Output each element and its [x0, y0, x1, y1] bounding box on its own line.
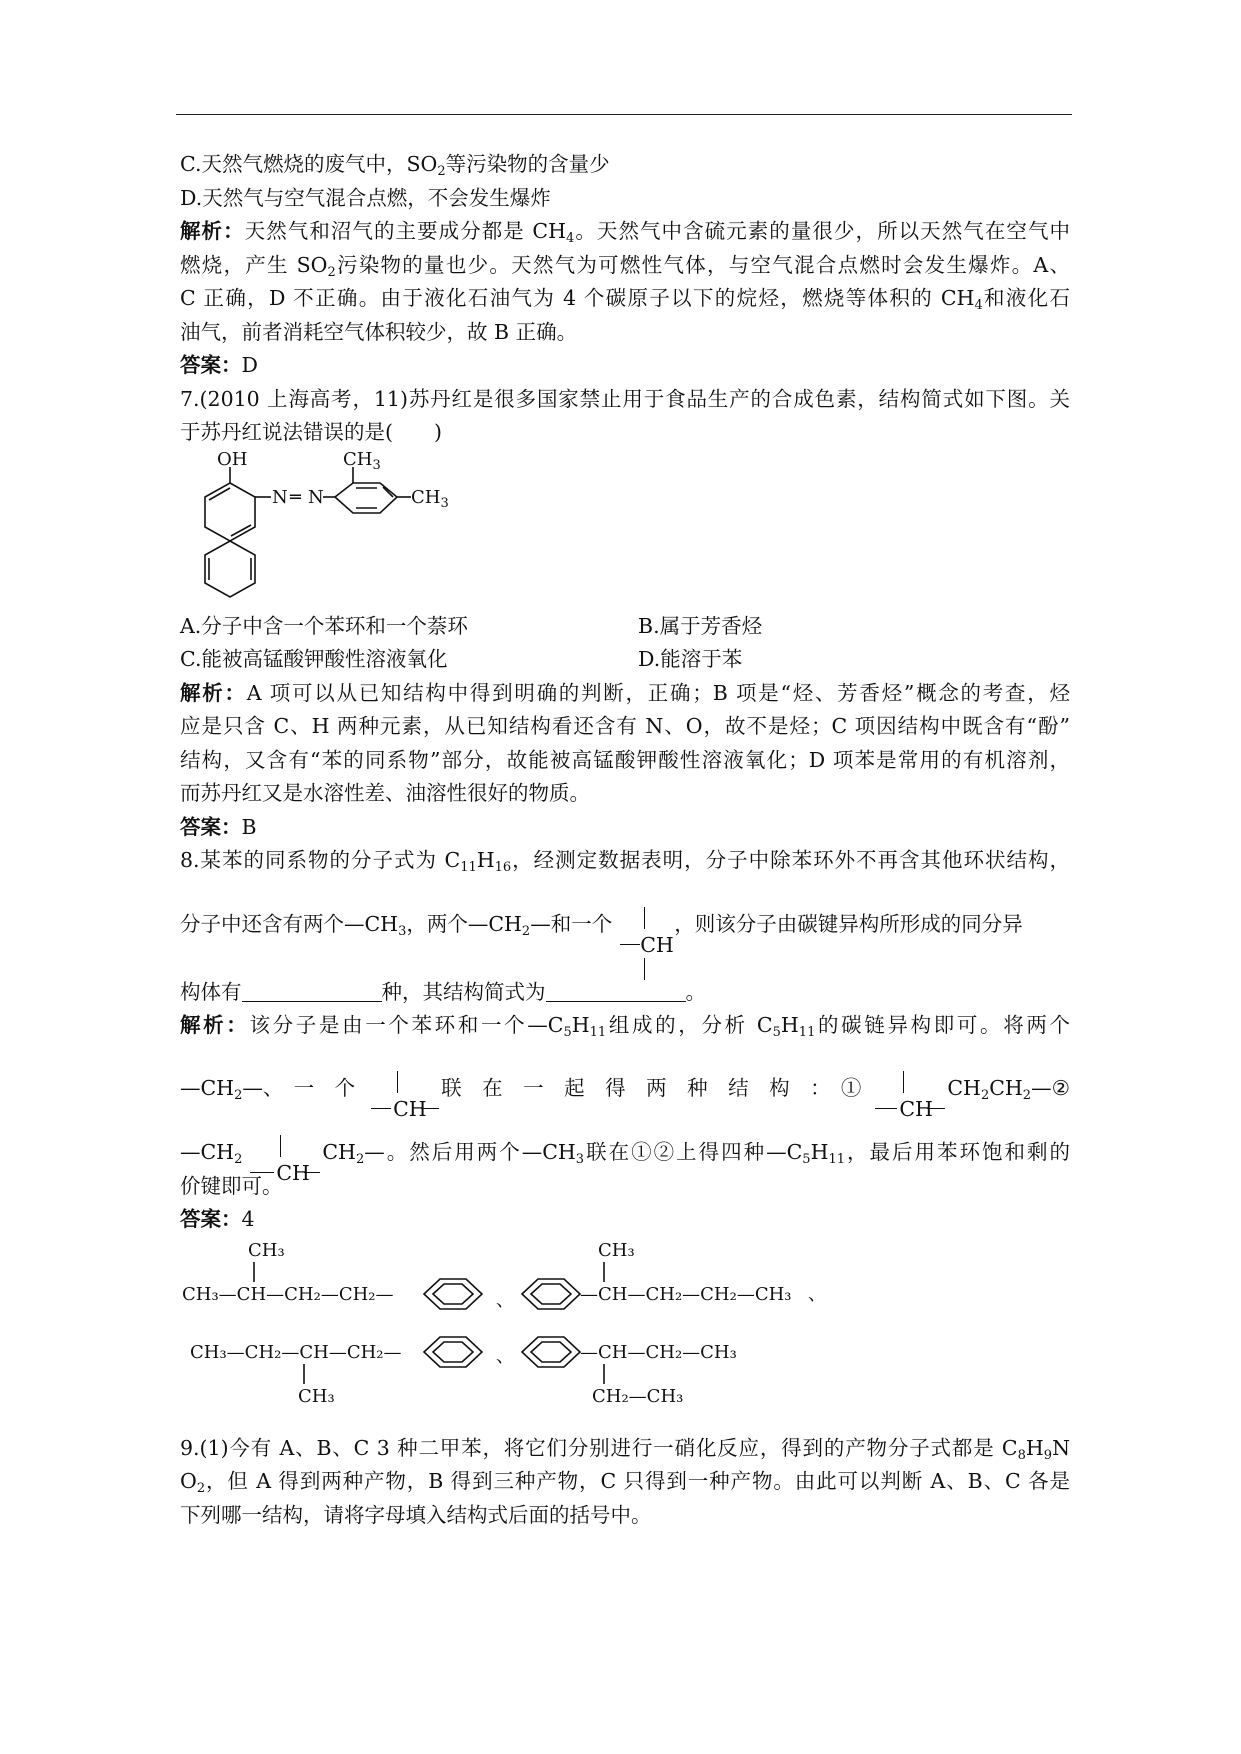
isomer2-chain: —CH—CH₂—CH₂—CH₃ — [580, 1284, 792, 1305]
oh-label: OH — [217, 449, 248, 470]
q6-option-d: D.天然气与空气混合点燃，不会发生爆炸 — [180, 186, 551, 210]
q8-stem-line3: 构体有 种，其结构简式为 。 — [180, 980, 706, 1004]
isomer3-methyl: CH₃ — [298, 1386, 335, 1407]
isomer4-chain: —CH—CH₂—CH₃ — [580, 1342, 737, 1363]
q7-option-a: A.分子中含一个苯环和一个萘环 — [180, 614, 468, 638]
isomer1-chain: CH₃—CH—CH₂—CH₂— — [182, 1284, 394, 1305]
q7-option-d: D.能溶于苯 — [638, 647, 743, 671]
isomer4-ethyl: CH₂—CH₃ — [592, 1386, 684, 1407]
q7-analysis-line2: 应是只含 C、H 两种元素，从已知结构看还含有 N、O，故不是烃；C 项因结构中既含有“酚” — [180, 714, 1070, 738]
q6-answer: 答案：D — [180, 353, 258, 377]
azo-n1-label: N — [272, 487, 288, 508]
q7-analysis-line4: 而苏丹红又是水溶性差、油溶性很好的物质。 — [180, 781, 590, 805]
isomer3-benzene-inner — [433, 1342, 473, 1362]
separator-3: 、 — [496, 1346, 514, 1367]
answer-blank-count[interactable] — [242, 981, 382, 1002]
q6-option-c: C.天然气燃烧的废气中，$SO_2$等污染物的含量少 — [180, 152, 610, 179]
azo-double-bond: ═ — [290, 487, 301, 508]
q9-line2: $O_2$，但 A 得到两种产物，B 得到三种产物，C 只得到一种产物。由此可以判断 A、B、C 各是 — [180, 1469, 1070, 1496]
q6-analysis-line1: 解析：天然气和沼气的主要成分都是 $CH_4$。天然气中含硫元素的量很少，所以天然气在空气中 — [180, 219, 1071, 246]
isomer-structures — [178, 1238, 878, 1418]
azo-n2-label: N — [308, 487, 324, 508]
q8-stem-line2: 分子中还含有两个$—CH_3$，两个$—CH_2—$和一个 CH ，则该分子由碳键异构所形成的同分异 — [180, 910, 1023, 938]
isomer2-benzene-inner — [531, 1284, 571, 1304]
q7-answer: 答案：B — [180, 815, 257, 839]
isomer4-benzene-inner — [531, 1342, 571, 1362]
sudan-red-structure — [175, 449, 505, 600]
q9-line1: 9.(1)今有 A、B、C 3 种二甲苯，将它们分别进行一硝化反应，得到的产物分子式都是 $C_8H_9N$ — [180, 1436, 1070, 1463]
q7-stem-line2: 于苏丹红说法错误的是( ) — [180, 420, 442, 444]
q7-option-c: C.能被高锰酸钾酸性溶液氧化 — [180, 647, 448, 671]
answer-blank-structure[interactable] — [546, 981, 686, 1002]
q6-analysis-line3: C 正确，D 不正确。由于液化石油气为 4 个碳原子以下的烷烃，燃烧等体积的 $CH_4$和液化石 — [180, 286, 1071, 313]
q9-line3: 下列哪一结构，请将字母填入结构式后面的括号中。 — [180, 1503, 652, 1527]
q7-analysis-line1: 解析：A 项可以从已知结构中得到明确的判断，正确；B 项是“烃、芳香烃”概念的考查，烃 — [180, 681, 1070, 705]
q8-analysis-line1: 解析：该分子是由一个苯环和一个$—C_5H_{11}$组成的，分析 $C_5H_{11}$的碳链异构即可。将两个 — [180, 1013, 1071, 1040]
q8-analysis-line4: 价键即可。 — [180, 1174, 283, 1198]
isomer2-methyl: CH₃ — [598, 1240, 635, 1261]
q6-analysis-line4: 油气，前者消耗空气体积较少，故 B 正确。 — [180, 320, 578, 344]
q8-analysis-line2: $—CH_2—$、 一 个 CH 联 在 一 起 得 两 种 结 构 ： ① CH $CH_2CH_2—②$ — [180, 1074, 1072, 1102]
q7-analysis-line3: 结构，又含有“苯的同系物”部分，故能被高锰酸钾酸性溶液氧化；D 项苯是常用的有机溶剂， — [180, 748, 1070, 772]
isomer3-chain: CH₃—CH₂—CH—CH₂— — [190, 1342, 402, 1363]
isomer1-benzene-inner — [433, 1284, 473, 1304]
q8-answer: 答案：4 — [180, 1207, 255, 1231]
methyl-top-label: $CH_3$ — [343, 449, 381, 473]
header-rule — [176, 114, 1072, 115]
q7-option-b: B.属于芳香烃 — [638, 614, 763, 638]
q7-stem-line1: 7.(2010 上海高考，11)苏丹红是很多国家禁止用于食品生产的合成色素，结构简式如下图。关 — [180, 387, 1070, 411]
separator-1: 、 — [496, 1290, 514, 1311]
isomer1-methyl: CH₃ — [248, 1240, 285, 1261]
q6-analysis-line2: 燃烧，产生 $SO_2$污染物的量也少。天然气为可燃性气体，与空气混合点燃时会发生爆炸。A、 — [180, 253, 1070, 280]
methyl-right-label: $CH_3$ — [411, 487, 449, 511]
q8-analysis-line3: $—CH_2$ CH $CH_2—$。然后用两个$—CH_3$联在①②上得四种$—C_5H_{11}$，最后用苯环饱和剩的 — [180, 1138, 1070, 1166]
separator-2: 、 — [808, 1284, 826, 1305]
q8-stem-line1: 8.某苯的同系物的分子式为 $C_{11}H_{16}$，经测定数据表明，分子中除苯环外不再含其他环状结构， — [180, 848, 1071, 875]
